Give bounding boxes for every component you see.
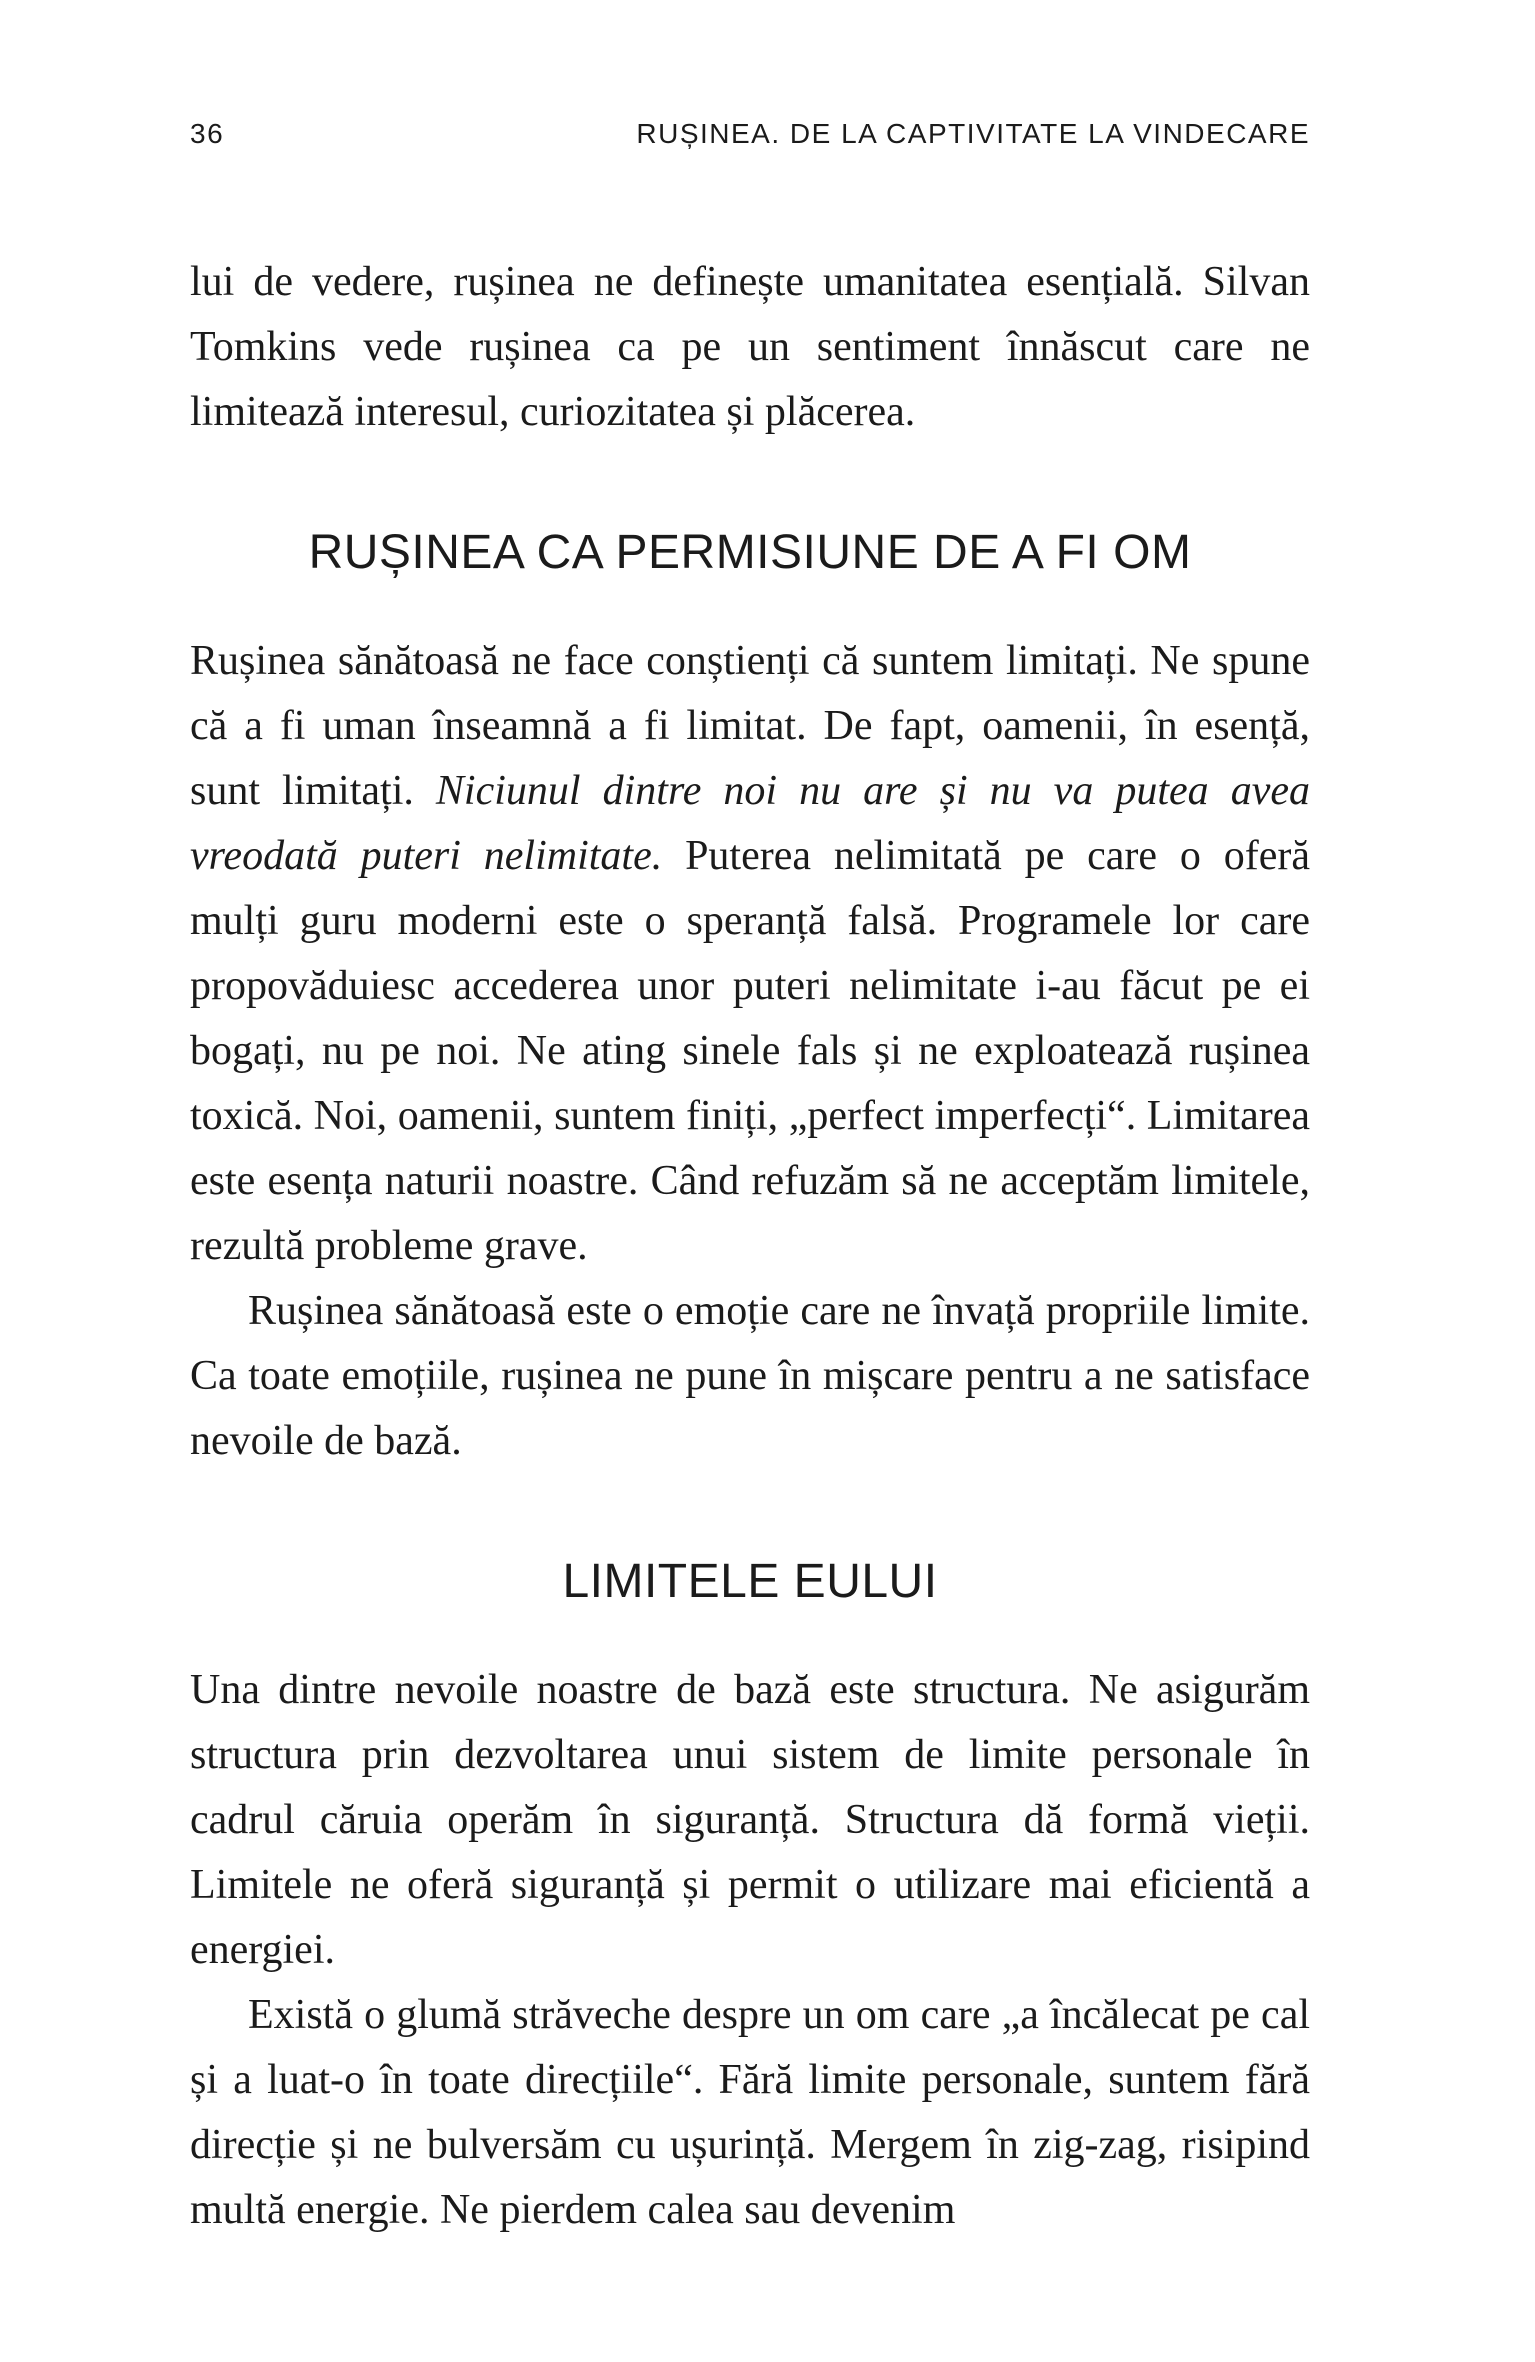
- section-heading: LIMITELE EULUI: [562, 1555, 938, 1608]
- page-content: [190, 250, 1310, 2243]
- page-number: 36: [190, 118, 225, 149]
- body-paragraph: [190, 1279, 1310, 1474]
- running-title: RUȘINEA. DE LA CAPTIVITATE LA VINDECARE: [636, 118, 1310, 149]
- body-paragraph: [190, 1983, 1310, 2243]
- text-run: Rușinea sănătoasă este o emoție care ne învață propriile limite. Ca toate emoțiile, rușinea ne pune în mișcare pentru a ne satisface nevoile de bază.: [190, 1288, 1310, 1464]
- text-run: Există o glumă străveche despre un om care „a încălecat pe cal și a luat-o în toate direcțiile“. Fără limite personale, suntem fără direcție și ne bulversăm cu ușurință. Mergem în zig-zag, risipind multă energie. Ne pierdem calea sau devenim: [190, 1992, 1310, 2233]
- text-run: lui de vedere, rușinea ne definește umanitatea esențială. Silvan Tomkins vede rușinea ca pe un sentiment înnăscut care ne limitează interesul, curiozitatea și plăcerea.: [190, 259, 1310, 435]
- text-run: Una dintre nevoile noastre de bază este structura. Ne asigurăm structura prin dezvoltarea unui sistem de limite personale în cadrul căruia operăm în siguranță. Structura dă formă vieții. Limitele ne oferă siguranță și permit o utilizare mai eficientă a energiei.: [190, 1667, 1310, 1973]
- section-heading: RUȘINEA CA PERMISIUNE DE A FI OM: [308, 526, 1192, 579]
- body-paragraph: [190, 1658, 1310, 1983]
- body-paragraph: [190, 250, 1310, 445]
- italic-text: Niciunul dintre noi nu are și nu va putea avea vreodată puteri nelimitate.: [190, 768, 1310, 879]
- body-paragraph: [190, 629, 1310, 1279]
- text-run: Rușinea sănătoasă ne face conștienți că suntem limitați. Ne spune că a fi uman înseamnă a fi limitat. De fapt, oamenii, în esență, sunt limitați.: [190, 638, 1310, 814]
- text-run: Puterea nelimitată pe care o oferă mulți guru moderni este o speranță falsă. Programele lor care propovăduiesc accederea unor puteri nelimitate i-au făcut pe ei bogați, nu pe noi. Ne ating sinele fals și ne exploatează rușinea toxică. Noi, oamenii, suntem finiți, „perfect imperfecți“. Limitarea este esența naturii noastre. Când refuzăm să ne acceptăm limitele, rezultă probleme grave.: [190, 833, 1310, 1269]
- page-header: [190, 0, 1310, 150]
